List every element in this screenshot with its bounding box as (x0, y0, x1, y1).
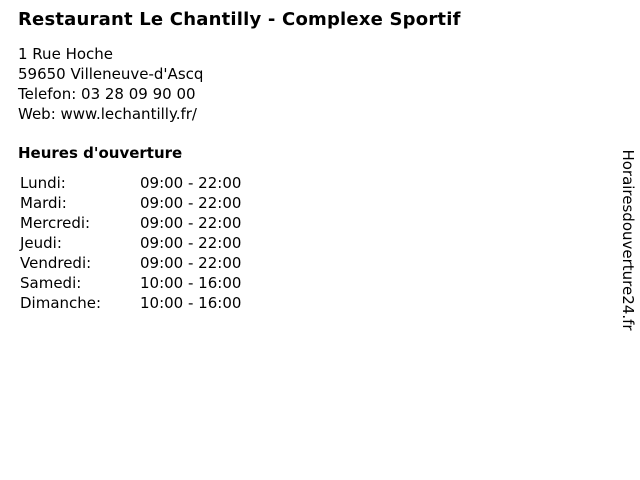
web-line: Web: www.lechantilly.fr/ (18, 105, 197, 123)
hours-row-friday (20, 253, 241, 273)
address-city: 59650 Villeneuve-d'Ascq (18, 65, 204, 83)
hours-row-sunday (20, 293, 241, 313)
day-label: Mercredi: (20, 214, 91, 232)
address-street: 1 Rue Hoche (18, 45, 114, 63)
hours-row-tuesday (20, 193, 241, 213)
day-label: Mardi: (20, 194, 67, 212)
hours-row-monday (20, 173, 241, 193)
watermark-brand: Horairesdouverture24.fr (619, 149, 637, 331)
day-label: Jeudi: (20, 234, 62, 252)
time-value: 09:00 - 22:00 (140, 214, 242, 232)
time-value: 10:00 - 16:00 (140, 274, 242, 292)
time-value: 09:00 - 22:00 (140, 234, 242, 252)
time-value: 10:00 - 16:00 (140, 294, 242, 312)
day-label: Samedi: (20, 274, 82, 292)
address-block (18, 44, 203, 124)
hours-row-wednesday (20, 213, 241, 233)
time-value: 09:00 - 22:00 (140, 254, 242, 272)
page-title: Restaurant Le Chantilly - Complexe Sportif (18, 9, 461, 30)
day-label: Lundi: (20, 174, 66, 192)
hours-row-thursday (20, 233, 241, 253)
day-label: Dimanche: (20, 294, 102, 312)
opening-hours-table (20, 173, 241, 313)
phone-line: Telefon: 03 28 09 90 00 (18, 85, 196, 103)
opening-hours-heading: Heures d'ouverture (18, 144, 183, 162)
time-value: 09:00 - 22:00 (140, 194, 242, 212)
day-label: Vendredi: (20, 254, 92, 272)
time-value: 09:00 - 22:00 (140, 174, 242, 192)
hours-row-saturday (20, 273, 241, 293)
